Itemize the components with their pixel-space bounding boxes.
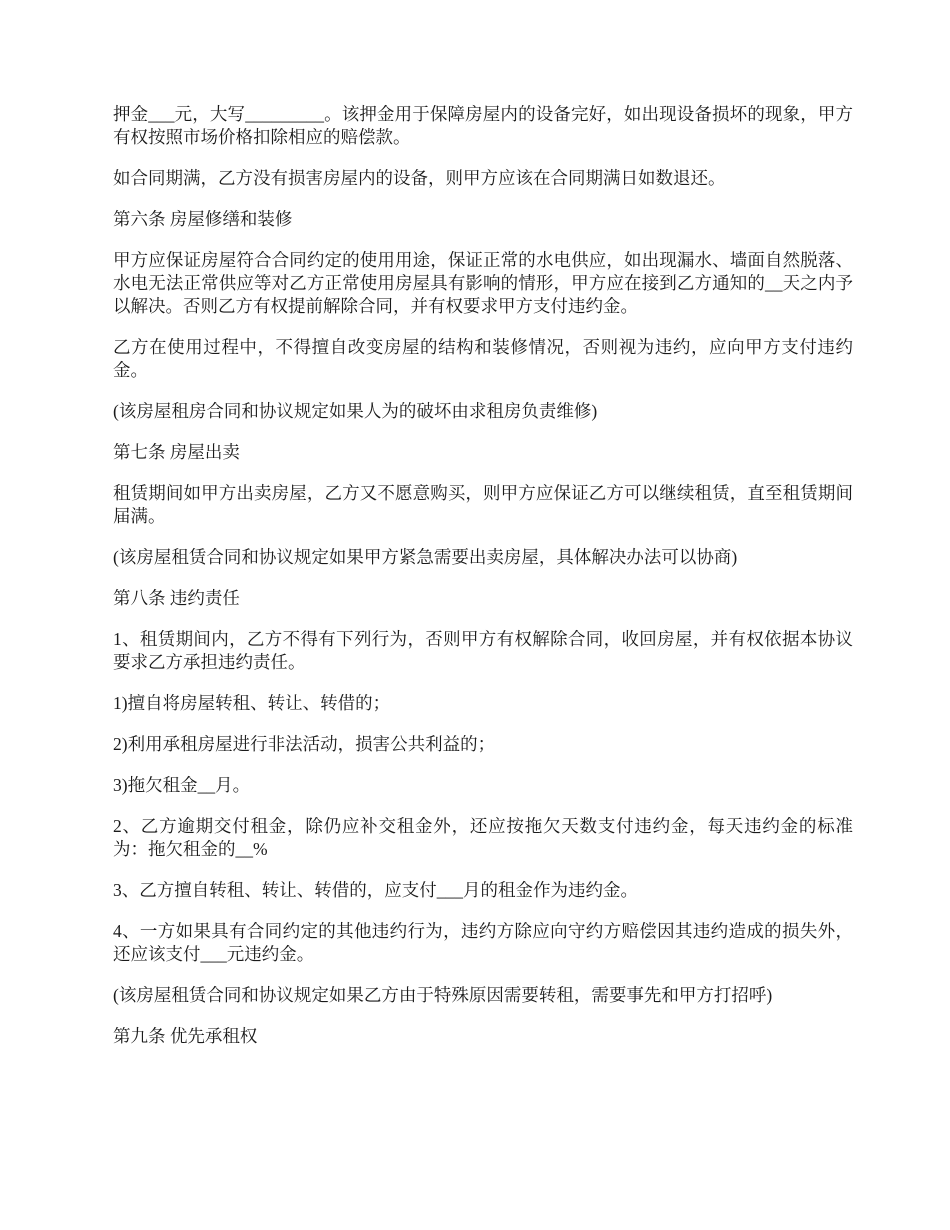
article-8-heading: 第八条 违约责任: [113, 588, 240, 608]
repair-note: (该房屋租房合同和协议规定如果人为的破坏由求租房负责维修): [113, 401, 598, 421]
deposit-refund-clause: 如合同期满，乙方没有损害房屋内的设备，则甲方应该在合同期满日如数退还。: [113, 168, 726, 188]
breach-item-2: 2、乙方逾期交付租金，除仍应补交租金外，还应按拖欠天数支付违约金，每天违约金的标准为：拖欠租金的__%: [113, 816, 853, 859]
article-7-heading: 第七条 房屋出卖: [113, 442, 240, 462]
article-9-heading: 第九条 优先承租权: [113, 1026, 258, 1046]
house-sale-note: (该房屋租赁合同和协议规定如果甲方紧急需要出卖房屋，具体解决办法可以协商): [113, 547, 738, 567]
breach-item-4: 4、一方如果具有合同约定的其他违约行为，违约方除应向守约方赔偿因其违约造成的损失外，还应该支付___元违约金。: [113, 921, 853, 964]
house-sale-clause: 租赁期间如甲方出卖房屋，乙方又不愿意购买，则甲方应保证乙方可以继续租赁，直至租赁期间届满。: [113, 483, 853, 526]
document-body: [113, 103, 853, 1066]
breach-subitem-2: 2)利用承租房屋进行非法活动，损害公共利益的；: [113, 734, 496, 754]
repair-obligation-clause: 甲方应保证房屋符合合同约定的使用用途，保证正常的水电供应，如出现漏水、墙面自然脱落、水电无法正常供应等对乙方正常使用房屋具有影响的情形，甲方应在接到乙方通知的__天之内予以解决。否则乙方有权提前解除合同，并有权要求甲方支付违约金。: [113, 250, 853, 316]
sublet-note: (该房屋租赁合同和协议规定如果乙方由于特殊原因需要转租，需要事先和甲方打招呼): [113, 985, 773, 1005]
breach-item-3: 3、乙方擅自转租、转让、转借的，应支付___月的租金作为违约金。: [113, 880, 638, 900]
breach-subitem-1: 1)擅自将房屋转租、转让、转借的；: [113, 693, 391, 713]
renovation-restriction-clause: 乙方在使用过程中，不得擅自改变房屋的结构和装修情况，否则视为违约，应向甲方支付违约金。: [113, 337, 853, 380]
article-6-heading: 第六条 房屋修缮和装修: [113, 209, 293, 229]
deposit-clause: 押金___元，大写_________。该押金用于保障房屋内的设备完好，如出现设备损坏的现象，甲方有权按照市场价格扣除相应的赔偿款。: [113, 104, 853, 147]
breach-item-1: 1、租赁期间内，乙方不得有下列行为，否则甲方有权解除合同，收回房屋，并有权依据本协议要求乙方承担违约责任。: [113, 629, 853, 672]
breach-subitem-3: 3)拖欠租金__月。: [113, 775, 251, 795]
